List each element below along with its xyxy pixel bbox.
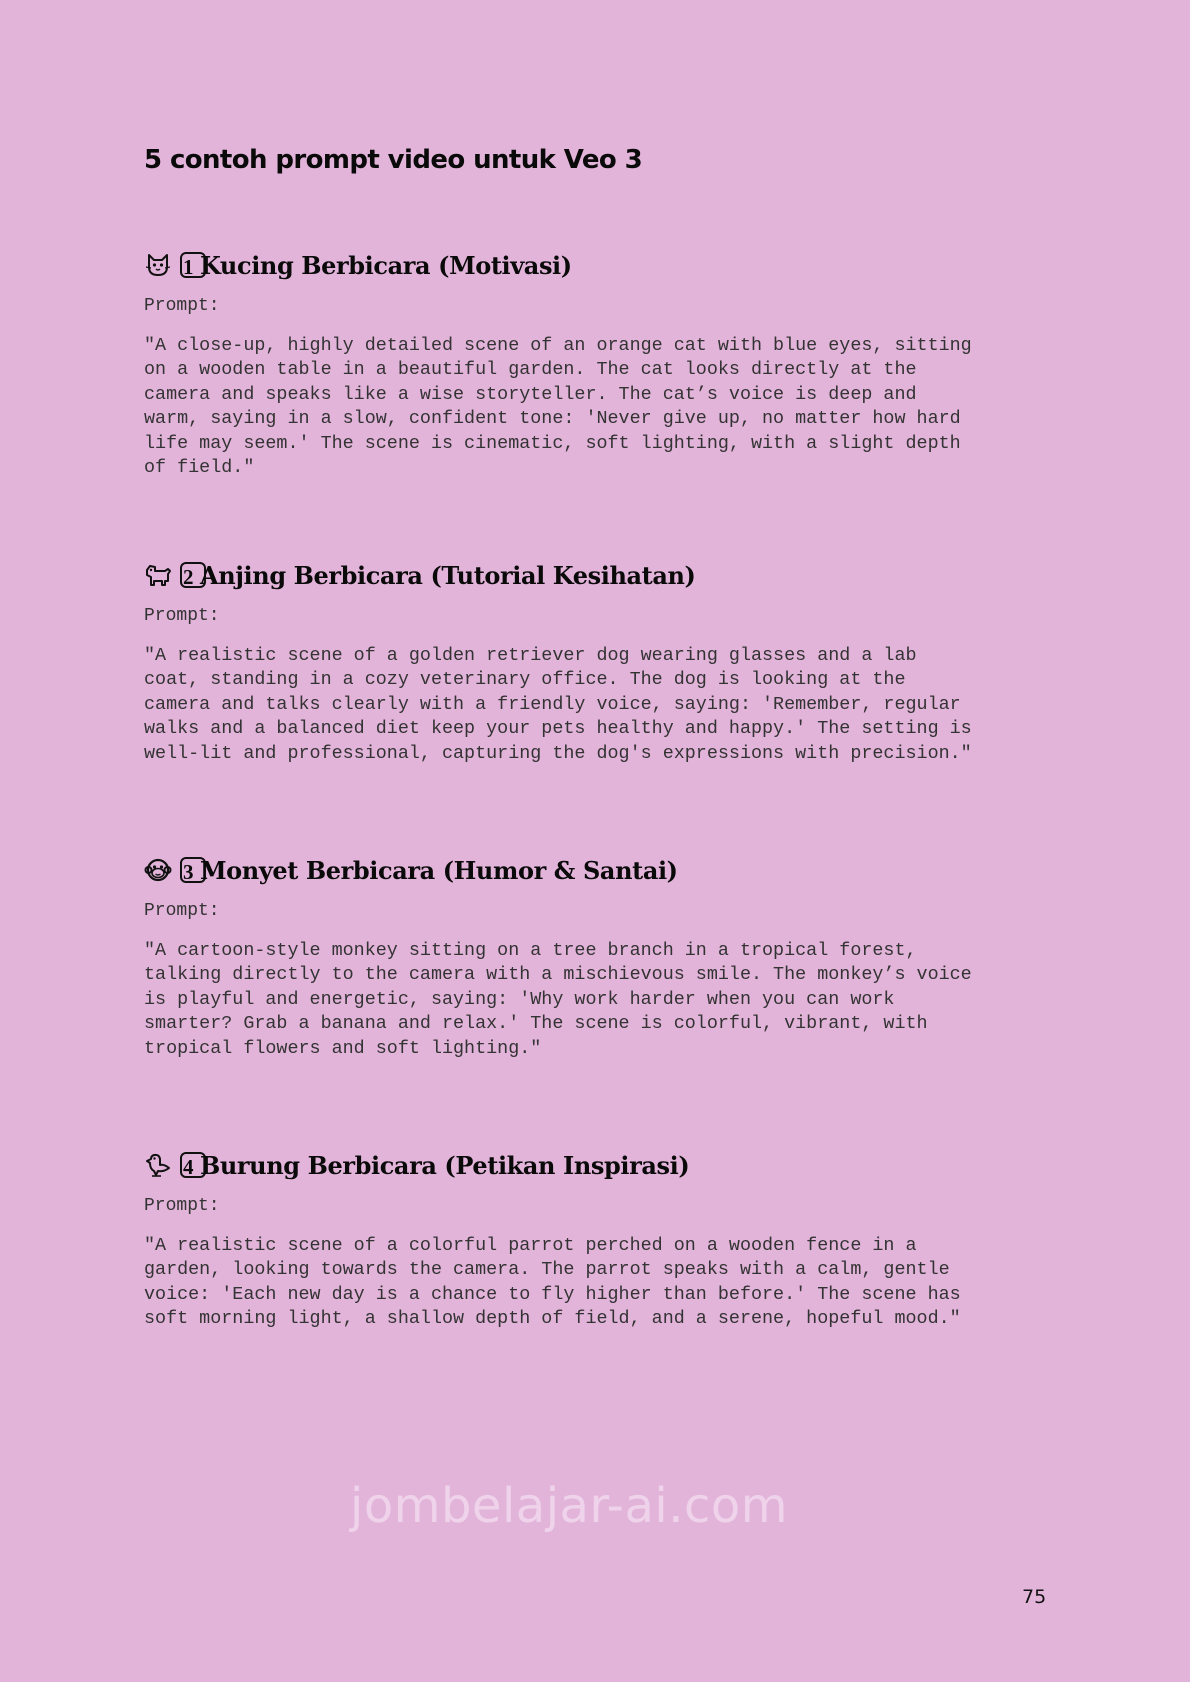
number-keycap: 4 [180,1152,206,1178]
prompt-text: "A realistic scene of a golden retriever dog wearing glasses and a lab coat, standing in a cozy veterinary office. The dog is looking at the camera and talks clearly with a friendly voice, saying: 'Remember, regular walks and a balanced diet keep your pets healthy and happy.' The setting is well-lit and professional, capturing the dog's expressions with precision." [144,645,972,764]
prompt-text: "A realistic scene of a colorful parrot perched on a wooden fence in a garden, looking towards the camera. The parrot speaks with a calm, gentle voice: 'Each new day is a chance to fly higher than before.' The scene has soft morning light, a shallow depth of field, and a serene, hopeful mood." [144,1235,961,1330]
section-title: Monyet Berbicara (Humor & Santai) [200,855,678,885]
section-title: Kucing Berbicara (Motivasi) [200,250,572,280]
section-heading [144,558,1064,592]
section-heading [144,853,1064,887]
bird-icon [144,1151,172,1179]
prompt-section-bird [144,1148,1064,1332]
section-heading [144,248,1064,282]
prompt-label: Prompt: [144,1196,220,1216]
watermark: jombelajar-ai.com [350,1478,788,1534]
prompt-label: Prompt: [144,606,220,626]
prompt-section-cat [144,248,1064,480]
monkey-face-icon [144,856,172,884]
page-title: 5 contoh prompt video untuk Veo 3 [144,145,643,175]
page-number: 75 [1022,1586,1047,1608]
prompt-section-dog [144,558,1064,766]
cat-face-icon [144,251,172,279]
number-keycap: 2 [180,562,206,588]
dog-icon [144,561,172,589]
prompt-text: "A close-up, highly detailed scene of an orange cat with blue eyes, sitting on a wooden table in a beautiful garden. The cat looks directly at the camera and speaks like a wise storyteller. The cat’s voice is deep and warm, saying in a slow, confident tone: 'Never give up, no matter how hard life may seem.' The scene is cinematic, soft lighting, with a slight depth of field." [144,335,972,479]
prompt-label: Prompt: [144,296,220,316]
section-heading [144,1148,1064,1182]
section-title: Anjing Berbicara (Tutorial Kesihatan) [200,560,696,590]
section-title: Burung Berbicara (Petikan Inspirasi) [200,1150,690,1180]
prompt-section-monkey [144,853,1064,1061]
prompt-label: Prompt: [144,901,220,921]
number-keycap: 1 [180,252,206,278]
number-keycap: 3 [180,857,206,883]
prompt-text: "A cartoon-style monkey sitting on a tree branch in a tropical forest, talking directly to the camera with a mischievous smile. The monkey’s voice is playful and energetic, saying: 'Why work harder when you can work smarter? Grab a banana and relax.' The scene is colorful, vibrant, with tropical flowers and soft lighting." [144,940,972,1059]
